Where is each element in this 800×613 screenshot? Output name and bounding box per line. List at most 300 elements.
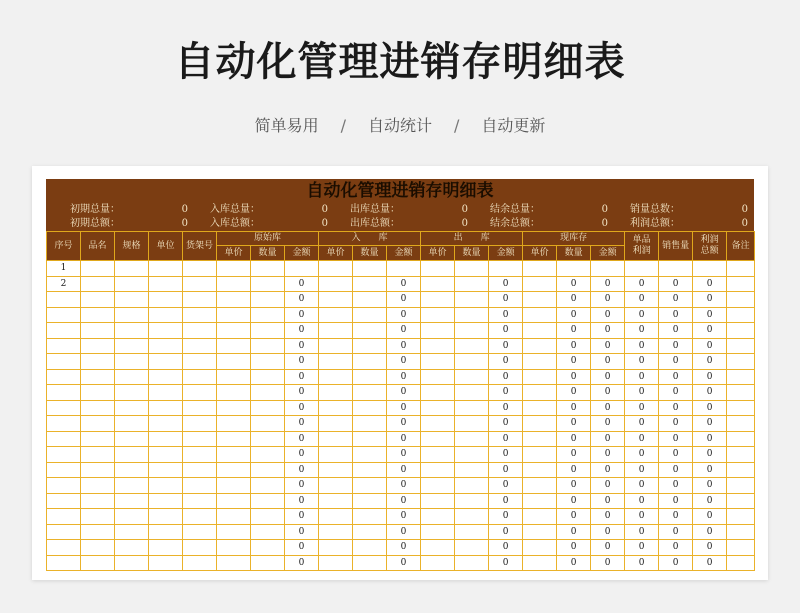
table-cell[interactable]	[183, 276, 217, 292]
table-cell[interactable]: 0	[285, 462, 319, 478]
table-cell[interactable]	[149, 323, 183, 339]
table-cell[interactable]	[251, 323, 285, 339]
table-cell[interactable]: 0	[387, 509, 421, 525]
table-cell[interactable]	[421, 369, 455, 385]
table-cell[interactable]	[149, 447, 183, 463]
table-cell[interactable]	[115, 462, 149, 478]
table-cell[interactable]: 0	[387, 385, 421, 401]
table-cell[interactable]	[455, 323, 489, 339]
table-cell[interactable]	[455, 385, 489, 401]
table-cell[interactable]	[149, 354, 183, 370]
table-cell[interactable]	[523, 400, 557, 416]
table-cell[interactable]	[455, 261, 489, 277]
table-cell[interactable]	[217, 323, 251, 339]
table-cell[interactable]	[353, 493, 387, 509]
table-cell[interactable]	[81, 385, 115, 401]
table-cell[interactable]	[421, 478, 455, 494]
table-cell[interactable]: 0	[387, 431, 421, 447]
table-cell[interactable]: 0	[489, 524, 523, 540]
table-cell[interactable]	[217, 292, 251, 308]
table-cell[interactable]	[217, 431, 251, 447]
table-cell[interactable]: 0	[285, 307, 319, 323]
table-cell[interactable]	[183, 555, 217, 571]
table-cell[interactable]: 0	[693, 385, 727, 401]
table-cell[interactable]	[47, 493, 81, 509]
table-cell[interactable]	[727, 292, 755, 308]
table-cell[interactable]	[455, 369, 489, 385]
table-cell[interactable]: 0	[659, 307, 693, 323]
table-cell[interactable]: 0	[625, 354, 659, 370]
table-cell[interactable]	[659, 261, 693, 277]
table-cell[interactable]	[183, 509, 217, 525]
table-cell[interactable]	[183, 292, 217, 308]
table-cell[interactable]	[523, 493, 557, 509]
table-cell[interactable]	[149, 261, 183, 277]
table-cell[interactable]	[387, 261, 421, 277]
table-cell[interactable]	[353, 323, 387, 339]
table-cell[interactable]: 0	[489, 385, 523, 401]
table-cell[interactable]: 0	[659, 385, 693, 401]
table-cell[interactable]	[81, 354, 115, 370]
table-cell[interactable]	[81, 416, 115, 432]
table-cell[interactable]	[727, 323, 755, 339]
table-cell[interactable]: 0	[591, 400, 625, 416]
table-cell[interactable]	[217, 478, 251, 494]
table-cell[interactable]	[149, 431, 183, 447]
table-cell[interactable]	[251, 509, 285, 525]
table-cell[interactable]	[421, 416, 455, 432]
table-cell[interactable]	[47, 524, 81, 540]
table-cell[interactable]	[421, 555, 455, 571]
table-cell[interactable]: 0	[387, 416, 421, 432]
table-cell[interactable]	[727, 431, 755, 447]
table-cell[interactable]: 0	[285, 338, 319, 354]
table-cell[interactable]	[455, 509, 489, 525]
table-cell[interactable]: 0	[285, 416, 319, 432]
table-cell[interactable]: 0	[659, 400, 693, 416]
table-cell[interactable]: 0	[387, 493, 421, 509]
table-cell[interactable]	[455, 524, 489, 540]
table-cell[interactable]	[217, 385, 251, 401]
table-cell[interactable]	[183, 307, 217, 323]
table-cell[interactable]	[489, 261, 523, 277]
table-cell[interactable]	[319, 540, 353, 556]
table-cell[interactable]: 1	[47, 261, 81, 277]
table-cell[interactable]	[421, 292, 455, 308]
table-cell[interactable]	[523, 323, 557, 339]
table-cell[interactable]: 0	[489, 478, 523, 494]
table-cell[interactable]: 0	[693, 354, 727, 370]
table-cell[interactable]	[319, 354, 353, 370]
table-cell[interactable]	[353, 400, 387, 416]
table-cell[interactable]	[217, 354, 251, 370]
table-cell[interactable]	[149, 540, 183, 556]
table-cell[interactable]	[455, 276, 489, 292]
table-cell[interactable]	[727, 385, 755, 401]
table-cell[interactable]: 0	[387, 292, 421, 308]
table-cell[interactable]	[455, 400, 489, 416]
table-cell[interactable]	[523, 555, 557, 571]
table-cell[interactable]	[455, 555, 489, 571]
table-cell[interactable]: 0	[387, 478, 421, 494]
table-cell[interactable]	[319, 276, 353, 292]
table-cell[interactable]	[319, 555, 353, 571]
table-cell[interactable]: 0	[285, 493, 319, 509]
table-cell[interactable]	[421, 385, 455, 401]
table-cell[interactable]	[319, 292, 353, 308]
table-cell[interactable]: 0	[625, 524, 659, 540]
table-cell[interactable]	[47, 385, 81, 401]
table-cell[interactable]	[81, 540, 115, 556]
table-cell[interactable]: 0	[557, 369, 591, 385]
table-cell[interactable]	[183, 431, 217, 447]
table-cell[interactable]	[251, 307, 285, 323]
table-cell[interactable]	[183, 524, 217, 540]
table-cell[interactable]	[217, 462, 251, 478]
table-cell[interactable]	[217, 338, 251, 354]
table-cell[interactable]	[319, 307, 353, 323]
table-cell[interactable]: 0	[387, 307, 421, 323]
table-cell[interactable]: 0	[285, 524, 319, 540]
table-cell[interactable]	[353, 462, 387, 478]
table-cell[interactable]: 0	[489, 555, 523, 571]
table-cell[interactable]: 0	[659, 369, 693, 385]
table-cell[interactable]: 0	[591, 493, 625, 509]
table-cell[interactable]: 0	[591, 354, 625, 370]
table-cell[interactable]: 0	[387, 524, 421, 540]
table-cell[interactable]	[183, 447, 217, 463]
table-cell[interactable]: 0	[659, 416, 693, 432]
table-cell[interactable]	[523, 292, 557, 308]
table-cell[interactable]	[183, 400, 217, 416]
table-cell[interactable]	[47, 462, 81, 478]
table-cell[interactable]: 0	[557, 524, 591, 540]
table-cell[interactable]: 0	[591, 540, 625, 556]
table-cell[interactable]: 0	[557, 307, 591, 323]
table-cell[interactable]: 0	[625, 493, 659, 509]
table-cell[interactable]: 0	[659, 431, 693, 447]
table-cell[interactable]	[455, 493, 489, 509]
table-cell[interactable]: 0	[285, 400, 319, 416]
table-cell[interactable]	[47, 369, 81, 385]
table-cell[interactable]	[217, 493, 251, 509]
table-cell[interactable]: 0	[557, 478, 591, 494]
table-cell[interactable]	[353, 524, 387, 540]
table-cell[interactable]: 0	[625, 276, 659, 292]
table-cell[interactable]: 0	[625, 323, 659, 339]
table-cell[interactable]	[47, 540, 81, 556]
table-cell[interactable]	[523, 338, 557, 354]
table-cell[interactable]: 0	[693, 369, 727, 385]
table-cell[interactable]	[217, 540, 251, 556]
table-cell[interactable]: 0	[591, 369, 625, 385]
table-cell[interactable]	[727, 354, 755, 370]
table-cell[interactable]: 0	[625, 555, 659, 571]
table-cell[interactable]	[149, 307, 183, 323]
table-cell[interactable]	[455, 431, 489, 447]
table-cell[interactable]: 0	[387, 354, 421, 370]
table-cell[interactable]	[217, 276, 251, 292]
table-cell[interactable]	[217, 369, 251, 385]
table-cell[interactable]: 0	[557, 555, 591, 571]
table-cell[interactable]: 0	[693, 540, 727, 556]
table-cell[interactable]	[523, 261, 557, 277]
table-cell[interactable]: 0	[591, 509, 625, 525]
table-cell[interactable]	[523, 509, 557, 525]
table-cell[interactable]	[47, 555, 81, 571]
table-cell[interactable]: 0	[557, 493, 591, 509]
table-cell[interactable]: 0	[693, 338, 727, 354]
table-cell[interactable]	[251, 524, 285, 540]
table-cell[interactable]: 0	[285, 431, 319, 447]
table-cell[interactable]	[47, 478, 81, 494]
table-cell[interactable]	[421, 462, 455, 478]
table-cell[interactable]	[115, 292, 149, 308]
table-cell[interactable]	[523, 369, 557, 385]
table-cell[interactable]	[727, 338, 755, 354]
table-cell[interactable]	[81, 369, 115, 385]
table-cell[interactable]	[115, 431, 149, 447]
table-cell[interactable]: 0	[693, 447, 727, 463]
table-cell[interactable]	[81, 338, 115, 354]
table-cell[interactable]	[591, 261, 625, 277]
table-cell[interactable]: 0	[693, 307, 727, 323]
table-cell[interactable]: 0	[557, 354, 591, 370]
table-cell[interactable]: 0	[625, 385, 659, 401]
table-cell[interactable]: 0	[557, 276, 591, 292]
table-cell[interactable]	[523, 385, 557, 401]
table-cell[interactable]	[251, 385, 285, 401]
table-cell[interactable]	[625, 261, 659, 277]
table-cell[interactable]	[47, 292, 81, 308]
table-cell[interactable]	[149, 524, 183, 540]
table-cell[interactable]: 0	[659, 509, 693, 525]
table-cell[interactable]	[81, 447, 115, 463]
table-cell[interactable]	[115, 323, 149, 339]
table-cell[interactable]: 0	[285, 292, 319, 308]
table-cell[interactable]	[47, 509, 81, 525]
table-cell[interactable]	[81, 493, 115, 509]
table-cell[interactable]	[319, 400, 353, 416]
table-cell[interactable]	[353, 292, 387, 308]
table-cell[interactable]	[115, 369, 149, 385]
table-cell[interactable]	[115, 307, 149, 323]
table-cell[interactable]: 0	[625, 447, 659, 463]
table-cell[interactable]	[81, 292, 115, 308]
table-cell[interactable]	[251, 462, 285, 478]
table-cell[interactable]	[81, 524, 115, 540]
table-cell[interactable]	[81, 276, 115, 292]
table-cell[interactable]	[183, 478, 217, 494]
table-cell[interactable]: 0	[625, 462, 659, 478]
table-cell[interactable]	[251, 354, 285, 370]
table-cell[interactable]	[217, 524, 251, 540]
table-cell[interactable]: 0	[489, 540, 523, 556]
table-cell[interactable]	[523, 540, 557, 556]
table-cell[interactable]	[183, 338, 217, 354]
table-cell[interactable]	[81, 478, 115, 494]
table-cell[interactable]	[455, 478, 489, 494]
table-cell[interactable]: 0	[489, 509, 523, 525]
table-cell[interactable]	[319, 524, 353, 540]
table-cell[interactable]	[115, 400, 149, 416]
table-cell[interactable]	[251, 540, 285, 556]
table-cell[interactable]: 0	[693, 462, 727, 478]
table-cell[interactable]: 0	[659, 276, 693, 292]
table-cell[interactable]: 0	[387, 447, 421, 463]
table-cell[interactable]	[727, 276, 755, 292]
table-cell[interactable]	[47, 431, 81, 447]
table-cell[interactable]	[319, 385, 353, 401]
table-cell[interactable]: 0	[693, 478, 727, 494]
table-cell[interactable]	[47, 416, 81, 432]
table-cell[interactable]: 0	[625, 369, 659, 385]
table-cell[interactable]: 0	[693, 509, 727, 525]
table-cell[interactable]	[727, 416, 755, 432]
table-cell[interactable]: 0	[557, 416, 591, 432]
table-cell[interactable]	[149, 385, 183, 401]
table-cell[interactable]	[455, 292, 489, 308]
table-cell[interactable]	[81, 462, 115, 478]
table-cell[interactable]: 0	[659, 493, 693, 509]
table-cell[interactable]: 0	[489, 323, 523, 339]
table-cell[interactable]: 0	[625, 292, 659, 308]
table-cell[interactable]	[421, 261, 455, 277]
table-cell[interactable]	[455, 447, 489, 463]
table-cell[interactable]	[183, 385, 217, 401]
table-cell[interactable]: 0	[489, 338, 523, 354]
table-cell[interactable]	[285, 261, 319, 277]
table-cell[interactable]: 0	[591, 276, 625, 292]
table-cell[interactable]	[251, 555, 285, 571]
table-cell[interactable]: 0	[625, 509, 659, 525]
table-cell[interactable]	[251, 369, 285, 385]
table-cell[interactable]: 0	[693, 323, 727, 339]
table-cell[interactable]: 0	[591, 292, 625, 308]
table-cell[interactable]: 0	[591, 416, 625, 432]
table-cell[interactable]: 0	[557, 509, 591, 525]
table-cell[interactable]	[727, 369, 755, 385]
table-cell[interactable]: 0	[591, 307, 625, 323]
table-cell[interactable]	[523, 462, 557, 478]
table-cell[interactable]: 0	[489, 447, 523, 463]
table-cell[interactable]	[353, 276, 387, 292]
table-cell[interactable]	[421, 447, 455, 463]
table-cell[interactable]	[353, 540, 387, 556]
table-cell[interactable]	[421, 323, 455, 339]
table-cell[interactable]	[47, 400, 81, 416]
table-cell[interactable]	[149, 416, 183, 432]
table-cell[interactable]: 0	[625, 431, 659, 447]
table-cell[interactable]	[523, 276, 557, 292]
table-cell[interactable]	[455, 462, 489, 478]
table-cell[interactable]: 0	[693, 292, 727, 308]
table-cell[interactable]: 0	[387, 323, 421, 339]
table-cell[interactable]: 0	[591, 462, 625, 478]
table-cell[interactable]	[523, 524, 557, 540]
table-cell[interactable]	[217, 416, 251, 432]
table-cell[interactable]	[217, 261, 251, 277]
table-cell[interactable]	[421, 524, 455, 540]
table-cell[interactable]	[523, 478, 557, 494]
table-cell[interactable]: 0	[693, 276, 727, 292]
table-cell[interactable]: 0	[557, 447, 591, 463]
table-cell[interactable]: 0	[489, 292, 523, 308]
table-cell[interactable]	[149, 478, 183, 494]
table-cell[interactable]	[727, 462, 755, 478]
table-cell[interactable]	[319, 369, 353, 385]
table-cell[interactable]: 0	[557, 385, 591, 401]
table-cell[interactable]: 0	[557, 323, 591, 339]
table-cell[interactable]: 0	[489, 276, 523, 292]
table-cell[interactable]: 0	[285, 385, 319, 401]
table-cell[interactable]: 0	[659, 323, 693, 339]
table-cell[interactable]	[81, 307, 115, 323]
table-cell[interactable]: 0	[659, 524, 693, 540]
table-cell[interactable]	[217, 555, 251, 571]
table-cell[interactable]	[81, 555, 115, 571]
table-cell[interactable]: 0	[489, 400, 523, 416]
table-cell[interactable]: 0	[387, 540, 421, 556]
table-cell[interactable]: 0	[489, 307, 523, 323]
table-cell[interactable]: 0	[489, 462, 523, 478]
table-cell[interactable]	[727, 478, 755, 494]
table-cell[interactable]: 0	[591, 338, 625, 354]
table-cell[interactable]: 0	[489, 369, 523, 385]
table-cell[interactable]	[251, 400, 285, 416]
table-cell[interactable]	[115, 338, 149, 354]
table-cell[interactable]	[319, 447, 353, 463]
table-cell[interactable]	[183, 354, 217, 370]
table-cell[interactable]	[421, 431, 455, 447]
table-cell[interactable]	[115, 261, 149, 277]
table-cell[interactable]	[115, 354, 149, 370]
table-cell[interactable]: 2	[47, 276, 81, 292]
table-cell[interactable]: 0	[557, 431, 591, 447]
table-cell[interactable]	[251, 261, 285, 277]
table-cell[interactable]	[455, 307, 489, 323]
table-cell[interactable]	[727, 447, 755, 463]
table-cell[interactable]	[319, 431, 353, 447]
table-cell[interactable]	[115, 524, 149, 540]
table-cell[interactable]	[319, 493, 353, 509]
table-cell[interactable]	[353, 369, 387, 385]
table-cell[interactable]: 0	[557, 338, 591, 354]
table-cell[interactable]: 0	[659, 447, 693, 463]
table-cell[interactable]	[81, 261, 115, 277]
table-cell[interactable]	[727, 524, 755, 540]
table-cell[interactable]: 0	[285, 323, 319, 339]
table-cell[interactable]: 0	[693, 400, 727, 416]
table-cell[interactable]	[353, 338, 387, 354]
table-cell[interactable]	[727, 493, 755, 509]
table-cell[interactable]	[421, 354, 455, 370]
table-cell[interactable]	[183, 540, 217, 556]
table-cell[interactable]: 0	[625, 338, 659, 354]
table-cell[interactable]	[81, 323, 115, 339]
table-cell[interactable]: 0	[625, 540, 659, 556]
table-cell[interactable]: 0	[659, 478, 693, 494]
table-cell[interactable]: 0	[489, 493, 523, 509]
table-cell[interactable]: 0	[591, 555, 625, 571]
table-cell[interactable]	[353, 354, 387, 370]
table-cell[interactable]	[727, 509, 755, 525]
table-cell[interactable]	[421, 307, 455, 323]
table-cell[interactable]	[47, 323, 81, 339]
table-cell[interactable]: 0	[285, 447, 319, 463]
table-cell[interactable]: 0	[387, 338, 421, 354]
table-cell[interactable]: 0	[387, 276, 421, 292]
